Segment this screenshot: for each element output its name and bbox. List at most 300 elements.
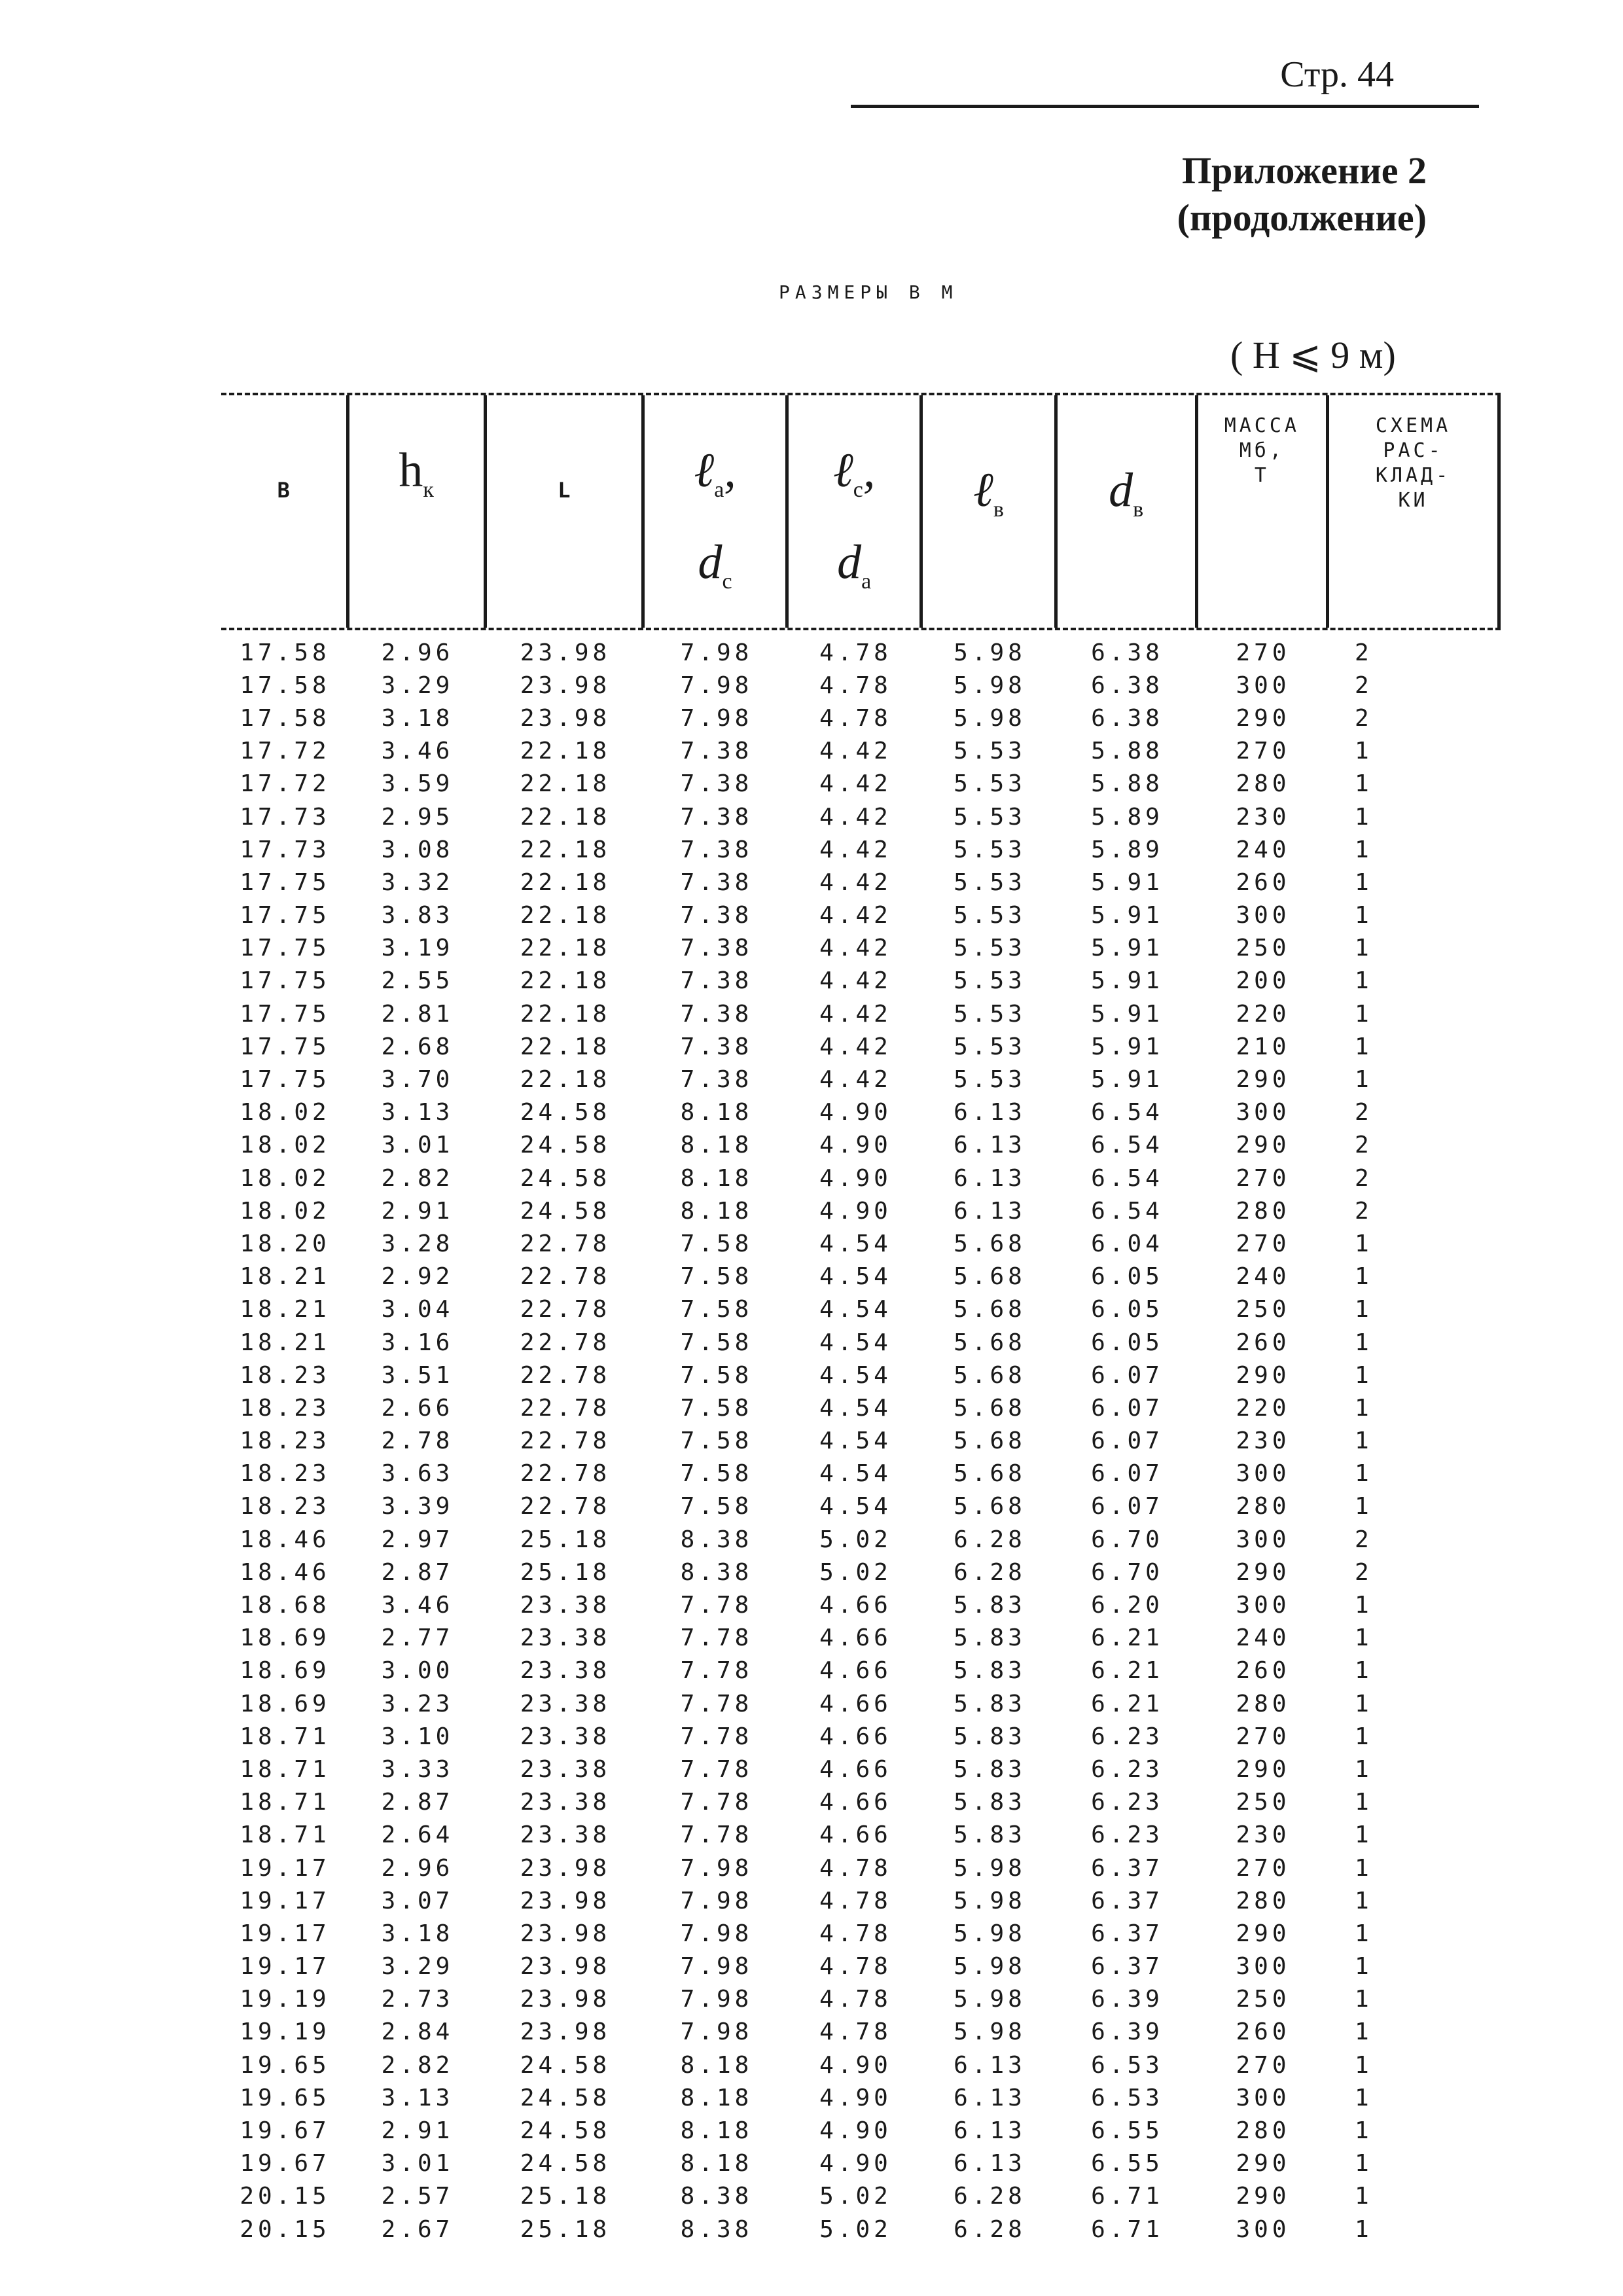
cell-mass: 250 — [1236, 1986, 1291, 2013]
table-row — [221, 2081, 1501, 2114]
cell-l: 22.18 — [520, 967, 611, 995]
table-row — [221, 702, 1501, 734]
cell-l: 23.98 — [520, 1854, 611, 1882]
cell-l: 22.18 — [520, 902, 611, 929]
cell-b: 18.20 — [240, 1230, 330, 1257]
table-row — [221, 1753, 1501, 1785]
cell-lc-da: 4.54 — [819, 1263, 892, 1291]
cell-b: 18.21 — [240, 1296, 330, 1323]
cell-l: 22.18 — [520, 738, 611, 765]
cell-lc-da: 4.66 — [819, 1723, 892, 1750]
cell-b: 17.58 — [240, 672, 330, 699]
cell-lv: 6.28 — [954, 1558, 1026, 1586]
cell-scheme: 1 — [1355, 738, 1373, 765]
cell-b: 17.58 — [240, 639, 330, 666]
cell-hk: 3.46 — [381, 1592, 454, 1619]
cell-la-dc: 7.38 — [680, 738, 753, 765]
cell-lv: 5.83 — [954, 1690, 1026, 1717]
cell-dv: 6.70 — [1091, 1526, 1164, 1553]
cell-mass: 300 — [1236, 1526, 1291, 1553]
cell-lc-da: 4.66 — [819, 1789, 892, 1816]
cell-l: 22.78 — [520, 1230, 611, 1257]
cell-lv: 5.68 — [954, 1263, 1026, 1291]
cell-scheme: 1 — [1355, 1920, 1373, 1947]
cell-la-dc: 7.58 — [680, 1427, 753, 1455]
cell-la-dc: 7.98 — [680, 1854, 753, 1882]
cell-scheme: 1 — [1355, 2051, 1373, 2079]
appendix-title: Приложение 2 — [1182, 149, 1427, 192]
cell-la-dc: 7.58 — [680, 1230, 753, 1257]
cell-lv: 6.13 — [954, 2051, 1026, 2079]
cell-hk: 2.55 — [381, 967, 454, 995]
cell-lc-da: 4.42 — [819, 1066, 892, 1094]
col-la-dc — [645, 395, 789, 628]
cell-lv: 5.98 — [954, 2018, 1026, 2046]
cell-la-dc: 7.98 — [680, 639, 753, 666]
cell-la-dc: 7.98 — [680, 1953, 753, 1981]
cell-lv: 5.68 — [954, 1296, 1026, 1323]
cell-hk: 2.91 — [381, 2117, 454, 2145]
cell-scheme: 1 — [1355, 1789, 1373, 1816]
table-row — [221, 1391, 1501, 1424]
table-row — [221, 768, 1501, 800]
cell-scheme: 1 — [1355, 1953, 1373, 1981]
cell-l: 25.18 — [520, 2183, 611, 2210]
cell-l: 23.98 — [520, 639, 611, 666]
table-row — [221, 1096, 1501, 1129]
cell-mass: 230 — [1236, 803, 1291, 831]
cell-scheme: 2 — [1355, 1099, 1373, 1126]
table-row — [221, 1523, 1501, 1556]
cell-l: 22.78 — [520, 1460, 611, 1488]
cell-b: 19.19 — [240, 1986, 330, 2013]
cell-scheme: 1 — [1355, 1493, 1373, 1520]
table-row — [221, 1458, 1501, 1490]
col-lc-da — [789, 395, 923, 628]
cell-la-dc: 7.78 — [680, 1789, 753, 1816]
cell-hk: 2.68 — [381, 1033, 454, 1060]
cell-lc-da: 4.54 — [819, 1361, 892, 1389]
cell-hk: 3.19 — [381, 935, 454, 962]
cell-scheme: 2 — [1355, 672, 1373, 699]
col-la-dc-label: ℓ$_a$, $d_c$ — [694, 444, 736, 594]
cell-lv: 6.28 — [954, 1526, 1026, 1553]
cell-lv: 5.53 — [954, 869, 1026, 896]
cell-lc-da: 4.42 — [819, 1000, 892, 1028]
cell-l: 24.58 — [520, 1164, 611, 1192]
cell-hk: 2.77 — [381, 1624, 454, 1652]
cell-la-dc: 7.98 — [680, 672, 753, 699]
cell-lv: 5.98 — [954, 672, 1026, 699]
cell-lc-da: 4.54 — [819, 1296, 892, 1323]
cell-b: 18.02 — [240, 1099, 330, 1126]
cell-scheme: 1 — [1355, 2084, 1373, 2111]
height-range: ( Н ⩽ 9 м) — [1230, 334, 1396, 376]
table-row — [221, 1556, 1501, 1588]
cell-l: 23.38 — [520, 1755, 611, 1783]
cell-l: 23.38 — [520, 1624, 611, 1652]
cell-l: 22.78 — [520, 1493, 611, 1520]
cell-dv: 6.54 — [1091, 1132, 1164, 1159]
cell-scheme: 1 — [1355, 1657, 1373, 1685]
cell-lc-da: 4.42 — [819, 935, 892, 962]
table-row — [221, 997, 1501, 1030]
cell-la-dc: 7.98 — [680, 704, 753, 732]
cell-dv: 6.20 — [1091, 1592, 1164, 1619]
cell-la-dc: 8.18 — [680, 1132, 753, 1159]
cell-mass: 260 — [1236, 2018, 1291, 2046]
cell-lv: 5.68 — [954, 1361, 1026, 1389]
cell-la-dc: 8.38 — [680, 2215, 753, 2243]
cell-dv: 5.91 — [1091, 935, 1164, 962]
cell-hk: 2.92 — [381, 1263, 454, 1291]
cell-mass: 250 — [1236, 1789, 1291, 1816]
cell-scheme: 2 — [1355, 1132, 1373, 1159]
cell-dv: 6.37 — [1091, 1953, 1164, 1981]
cell-mass: 290 — [1236, 1132, 1291, 1159]
cell-hk: 2.84 — [381, 2018, 454, 2046]
cell-dv: 6.05 — [1091, 1296, 1164, 1323]
cell-lv: 5.83 — [954, 1592, 1026, 1619]
cell-la-dc: 7.78 — [680, 1624, 753, 1652]
cell-b: 19.65 — [240, 2084, 330, 2111]
cell-b: 17.75 — [240, 869, 330, 896]
cell-lc-da: 4.66 — [819, 1821, 892, 1849]
cell-la-dc: 8.18 — [680, 1197, 753, 1225]
cell-la-dc: 7.38 — [680, 803, 753, 831]
cell-mass: 260 — [1236, 1329, 1291, 1356]
cell-dv: 6.21 — [1091, 1624, 1164, 1652]
cell-scheme: 1 — [1355, 1329, 1373, 1356]
cell-la-dc: 7.58 — [680, 1361, 753, 1389]
cell-scheme: 1 — [1355, 1033, 1373, 1060]
cell-hk: 2.95 — [381, 803, 454, 831]
cell-l: 23.98 — [520, 672, 611, 699]
table-row — [221, 1490, 1501, 1523]
table-row — [221, 2114, 1501, 2147]
cell-mass: 220 — [1236, 1394, 1291, 1422]
cell-lv: 6.13 — [954, 1099, 1026, 1126]
cell-lc-da: 4.54 — [819, 1427, 892, 1455]
col-lv — [923, 395, 1057, 628]
table-row — [221, 866, 1501, 899]
cell-la-dc: 7.38 — [680, 1033, 753, 1060]
cell-lc-da: 4.54 — [819, 1460, 892, 1488]
col-scheme — [1329, 395, 1501, 628]
cell-mass: 300 — [1236, 2215, 1291, 2243]
cell-scheme: 1 — [1355, 2150, 1373, 2178]
cell-dv: 6.71 — [1091, 2183, 1164, 2210]
appendix-heading — [1177, 147, 1427, 242]
cell-lv: 5.53 — [954, 738, 1026, 765]
table-row — [221, 1917, 1501, 1950]
cell-lv: 5.53 — [954, 1033, 1026, 1060]
cell-la-dc: 7.78 — [680, 1755, 753, 1783]
cell-mass: 280 — [1236, 1690, 1291, 1717]
cell-b: 19.17 — [240, 1854, 330, 1882]
cell-lc-da: 4.90 — [819, 2117, 892, 2145]
cell-scheme: 1 — [1355, 902, 1373, 929]
cell-l: 23.38 — [520, 1789, 611, 1816]
cell-lc-da: 4.66 — [819, 1592, 892, 1619]
cell-lv: 5.83 — [954, 1755, 1026, 1783]
cell-lc-da: 4.78 — [819, 1986, 892, 2013]
cell-lv: 5.83 — [954, 1624, 1026, 1652]
col-lc-da-label: ℓ$_c$, $d_a$ — [832, 444, 876, 594]
cell-b: 18.02 — [240, 1132, 330, 1159]
cell-b: 18.23 — [240, 1493, 330, 1520]
cell-lc-da: 4.54 — [819, 1493, 892, 1520]
cell-dv: 6.05 — [1091, 1329, 1164, 1356]
cell-lv: 5.68 — [954, 1329, 1026, 1356]
cell-lv: 6.13 — [954, 2150, 1026, 2178]
cell-la-dc: 7.38 — [680, 902, 753, 929]
cell-hk: 3.18 — [381, 1920, 454, 1947]
cell-l: 25.18 — [520, 1526, 611, 1553]
cell-mass: 210 — [1236, 1033, 1291, 1060]
cell-b: 19.65 — [240, 2051, 330, 2079]
cell-mass: 280 — [1236, 1887, 1291, 1914]
cell-b: 17.75 — [240, 967, 330, 995]
cell-b: 20.15 — [240, 2215, 330, 2243]
cell-lv: 5.98 — [954, 1887, 1026, 1914]
table-row — [221, 1063, 1501, 1096]
cell-la-dc: 7.58 — [680, 1460, 753, 1488]
table-row — [221, 1720, 1501, 1753]
col-b — [221, 395, 349, 628]
cell-dv: 6.23 — [1091, 1789, 1164, 1816]
cell-hk: 3.01 — [381, 1132, 454, 1159]
cell-scheme: 1 — [1355, 770, 1373, 798]
table-row — [221, 1950, 1501, 1983]
table-row — [221, 1326, 1501, 1359]
col-scheme-label: СХЕМА РАС- КЛАД- КИ — [1375, 414, 1452, 512]
cell-b: 18.02 — [240, 1197, 330, 1225]
cell-lv: 5.68 — [954, 1493, 1026, 1520]
cell-hk: 2.91 — [381, 1197, 454, 1225]
cell-mass: 280 — [1236, 1197, 1291, 1225]
col-mass — [1198, 395, 1329, 628]
cell-mass: 240 — [1236, 836, 1291, 863]
cell-hk: 3.10 — [381, 1723, 454, 1750]
cell-lv: 5.68 — [954, 1230, 1026, 1257]
cell-la-dc: 7.98 — [680, 1920, 753, 1947]
cell-hk: 2.96 — [381, 1854, 454, 1882]
cell-l: 24.58 — [520, 1099, 611, 1126]
col-mass-label: МАССА Мб, Т — [1224, 414, 1300, 487]
cell-mass: 260 — [1236, 1657, 1291, 1685]
cell-lc-da: 5.02 — [819, 1526, 892, 1553]
col-hk — [349, 395, 487, 628]
cell-scheme: 2 — [1355, 639, 1373, 666]
cell-dv: 6.21 — [1091, 1690, 1164, 1717]
cell-mass: 300 — [1236, 1592, 1291, 1619]
cell-la-dc: 7.58 — [680, 1394, 753, 1422]
cell-lv: 5.83 — [954, 1723, 1026, 1750]
cell-dv: 5.91 — [1091, 869, 1164, 896]
cell-b: 18.71 — [240, 1821, 330, 1849]
cell-lc-da: 4.42 — [819, 902, 892, 929]
cell-lc-da: 5.02 — [819, 2183, 892, 2210]
cell-b: 17.73 — [240, 803, 330, 831]
cell-scheme: 1 — [1355, 935, 1373, 962]
cell-lc-da: 4.78 — [819, 672, 892, 699]
cell-lv: 5.53 — [954, 803, 1026, 831]
cell-scheme: 1 — [1355, 967, 1373, 995]
cell-l: 22.18 — [520, 836, 611, 863]
col-dv — [1058, 395, 1198, 628]
cell-dv: 6.23 — [1091, 1821, 1164, 1849]
cell-scheme: 2 — [1355, 1558, 1373, 1586]
cell-scheme: 1 — [1355, 2183, 1373, 2210]
cell-l: 23.38 — [520, 1821, 611, 1849]
cell-mass: 230 — [1236, 1821, 1291, 1849]
cell-l: 23.38 — [520, 1657, 611, 1685]
cell-l: 23.38 — [520, 1592, 611, 1619]
cell-l: 22.18 — [520, 1000, 611, 1028]
cell-dv: 5.88 — [1091, 738, 1164, 765]
cell-l: 22.78 — [520, 1427, 611, 1455]
cell-dv: 6.07 — [1091, 1361, 1164, 1389]
cell-b: 19.17 — [240, 1887, 330, 1914]
cell-lc-da: 5.02 — [819, 2215, 892, 2243]
table-row — [221, 1655, 1501, 1687]
table-row — [221, 932, 1501, 965]
table-row — [221, 636, 1501, 669]
cell-la-dc: 7.78 — [680, 1723, 753, 1750]
cell-scheme: 1 — [1355, 836, 1373, 863]
cell-la-dc: 8.18 — [680, 2084, 753, 2111]
cell-b: 17.73 — [240, 836, 330, 863]
cell-dv: 6.38 — [1091, 672, 1164, 699]
cell-scheme: 1 — [1355, 1263, 1373, 1291]
cell-b: 19.67 — [240, 2117, 330, 2145]
cell-b: 18.23 — [240, 1460, 330, 1488]
cell-scheme: 1 — [1355, 1821, 1373, 1849]
cell-hk: 3.29 — [381, 1953, 454, 1981]
cell-lv: 5.53 — [954, 1066, 1026, 1094]
cell-dv: 6.39 — [1091, 2018, 1164, 2046]
cell-dv: 6.54 — [1091, 1197, 1164, 1225]
cell-mass: 250 — [1236, 935, 1291, 962]
cell-l: 25.18 — [520, 2215, 611, 2243]
cell-scheme: 1 — [1355, 1230, 1373, 1257]
table-row — [221, 1162, 1501, 1194]
cell-hk: 3.83 — [381, 902, 454, 929]
cell-lv: 5.98 — [954, 639, 1026, 666]
cell-hk: 2.78 — [381, 1427, 454, 1455]
cell-la-dc: 7.38 — [680, 836, 753, 863]
cell-b: 18.46 — [240, 1526, 330, 1553]
cell-b: 18.71 — [240, 1723, 330, 1750]
cell-b: 19.19 — [240, 2018, 330, 2046]
table-row — [221, 2213, 1501, 2246]
cell-b: 18.68 — [240, 1592, 330, 1619]
table-row — [221, 1819, 1501, 1852]
cell-scheme: 1 — [1355, 2117, 1373, 2145]
cell-scheme: 1 — [1355, 1755, 1373, 1783]
table-row — [221, 1983, 1501, 2016]
cell-la-dc: 7.58 — [680, 1329, 753, 1356]
cell-dv: 5.89 — [1091, 836, 1164, 863]
table-row — [221, 1293, 1501, 1326]
cell-lv: 6.13 — [954, 2117, 1026, 2145]
cell-mass: 300 — [1236, 2084, 1291, 2111]
cell-mass: 240 — [1236, 1624, 1291, 1652]
cell-lv: 5.68 — [954, 1460, 1026, 1488]
cell-lc-da: 4.54 — [819, 1394, 892, 1422]
cell-mass: 290 — [1236, 1361, 1291, 1389]
cell-hk: 2.67 — [381, 2215, 454, 2243]
cell-hk: 3.23 — [381, 1690, 454, 1717]
cell-lv: 5.83 — [954, 1789, 1026, 1816]
table-row — [221, 899, 1501, 932]
cell-la-dc: 7.58 — [680, 1493, 753, 1520]
cell-l: 22.18 — [520, 1066, 611, 1094]
cell-hk: 2.66 — [381, 1394, 454, 1422]
cell-mass: 300 — [1236, 1953, 1291, 1981]
cell-lc-da: 4.42 — [819, 770, 892, 798]
cell-scheme: 1 — [1355, 2215, 1373, 2243]
cell-hk: 2.81 — [381, 1000, 454, 1028]
cell-hk: 3.28 — [381, 1230, 454, 1257]
cell-dv: 6.23 — [1091, 1755, 1164, 1783]
cell-lc-da: 4.42 — [819, 967, 892, 995]
cell-scheme: 1 — [1355, 1854, 1373, 1882]
col-l-label: L — [558, 478, 571, 503]
cell-scheme: 1 — [1355, 1000, 1373, 1028]
cell-hk: 3.07 — [381, 1887, 454, 1914]
table-body — [221, 636, 1501, 2246]
cell-lc-da: 4.90 — [819, 1132, 892, 1159]
cell-dv: 6.39 — [1091, 1986, 1164, 2013]
cell-scheme: 2 — [1355, 704, 1373, 732]
col-b-label: В — [277, 478, 290, 503]
cell-dv: 6.38 — [1091, 704, 1164, 732]
cell-dv: 6.38 — [1091, 639, 1164, 666]
cell-lc-da: 4.42 — [819, 869, 892, 896]
cell-mass: 300 — [1236, 1099, 1291, 1126]
cell-mass: 290 — [1236, 2183, 1291, 2210]
cell-dv: 6.53 — [1091, 2051, 1164, 2079]
cell-mass: 270 — [1236, 1723, 1291, 1750]
cell-b: 18.71 — [240, 1789, 330, 1816]
cell-mass: 260 — [1236, 869, 1291, 896]
cell-scheme: 1 — [1355, 1723, 1373, 1750]
cell-lc-da: 5.02 — [819, 1558, 892, 1586]
cell-l: 23.38 — [520, 1690, 611, 1717]
cell-b: 17.75 — [240, 1066, 330, 1094]
cell-l: 22.18 — [520, 803, 611, 831]
cell-lc-da: 4.42 — [819, 836, 892, 863]
table-row — [221, 2147, 1501, 2180]
cell-dv: 5.88 — [1091, 770, 1164, 798]
cell-lv: 6.13 — [954, 1197, 1026, 1225]
cell-hk: 2.82 — [381, 1164, 454, 1192]
cell-l: 22.18 — [520, 1033, 611, 1060]
cell-lc-da: 4.90 — [819, 1164, 892, 1192]
cell-hk: 2.64 — [381, 1821, 454, 1849]
cell-dv: 5.91 — [1091, 902, 1164, 929]
cell-la-dc: 8.18 — [680, 1164, 753, 1192]
cell-b: 18.69 — [240, 1657, 330, 1685]
cell-hk: 3.04 — [381, 1296, 454, 1323]
cell-la-dc: 8.38 — [680, 2183, 753, 2210]
cell-dv: 6.05 — [1091, 1263, 1164, 1291]
cell-mass: 270 — [1236, 639, 1291, 666]
cell-l: 23.98 — [520, 1887, 611, 1914]
cell-hk: 3.39 — [381, 1493, 454, 1520]
